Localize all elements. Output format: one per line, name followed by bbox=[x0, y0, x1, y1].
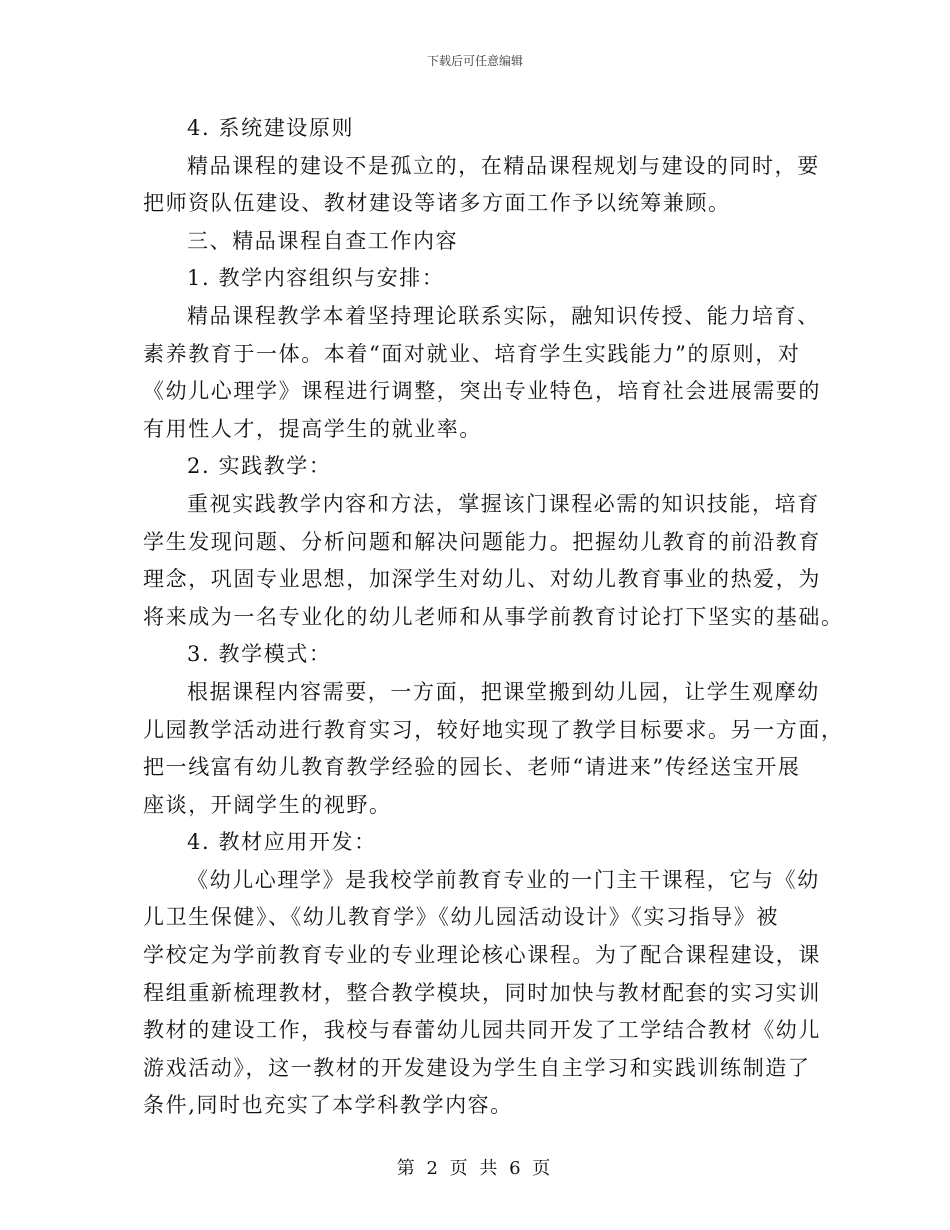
section-heading: 1. 教学内容组织与安排： bbox=[187, 266, 445, 291]
paragraph-line: 教材的建设工作，我校与春蕾幼儿园共同开发了工学结合教材《幼儿 bbox=[143, 1018, 821, 1043]
paragraph-line: 游戏活动》，这一教材的开发建设为学生自主学习和实践训练制造了 bbox=[143, 1055, 811, 1080]
paragraph-line: 学校定为学前教育专业的专业理论核心课程。为了配合课程建设，课 bbox=[143, 943, 821, 968]
section-heading: 4. 教材应用开发： bbox=[187, 830, 377, 855]
paragraph-line: 儿卫生保健》、《幼儿教育学》《幼儿园活动设计》《实习指导》被 bbox=[143, 905, 779, 930]
paragraph-line: 儿园教学活动进行教育实习，较好地实现了教学目标要求。另一方面， bbox=[143, 717, 844, 742]
paragraph-line: 有用性人才，提高学生的就业率。 bbox=[143, 416, 482, 441]
paragraph-line: 座谈，开阔学生的视野。 bbox=[143, 792, 392, 817]
paragraph-line: 《幼儿心理学》课程进行调整，突出专业特色，培育社会进展需要的 bbox=[143, 379, 821, 404]
paragraph-line: 条件,同时也充实了本学科教学内容。 bbox=[143, 1093, 513, 1118]
paragraph-line: 精品课程教学本着坚持理论联系实际，融知识传授、能力培育、 bbox=[187, 303, 820, 328]
paragraph-line: 《幼儿心理学》是我校学前教育专业的一门主干课程，它与《幼 bbox=[187, 867, 820, 892]
document-body bbox=[143, 110, 844, 1125]
paragraph-line: 把师资队伍建设、教材建设等诸多方面工作予以统筹兼顾。 bbox=[143, 191, 731, 216]
section-heading: 2. 实践教学： bbox=[187, 454, 332, 479]
paragraph-line: 将来成为一名专业化的幼儿老师和从事学前教育讨论打下坚实的基础。 bbox=[143, 604, 844, 629]
paragraph-line: 根据课程内容需要，一方面，把课堂搬到幼儿园，让学生观摩幼 bbox=[187, 679, 820, 704]
paragraph-line: 程组重新梳理教材，整合教学模块，同时加快与教材配套的实习实训 bbox=[143, 980, 821, 1005]
page-header: 下载后可任意编辑 bbox=[426, 54, 523, 68]
page-number: 第 2 页 共 6 页 bbox=[396, 1158, 554, 1179]
paragraph-line: 精品课程的建设不是孤立的，在精品课程规划与建设的同时，要 bbox=[187, 153, 820, 178]
paragraph-line: 重视实践教学内容和方法，掌握该门课程必需的知识技能，培育 bbox=[187, 491, 820, 516]
paragraph-line: 把一线富有幼儿教育教学经验的园长、老师“请进来”传经送宝开展 bbox=[143, 755, 801, 780]
paragraph-line: 学生发现问题、分析问题和解决问题能力。把握幼儿教育的前沿教育 bbox=[143, 529, 821, 554]
section-heading: 三、精品课程自查工作内容 bbox=[187, 228, 459, 253]
paragraph-line: 理念，巩固专业思想，加深学生对幼儿、对幼儿教育事业的热爱，为 bbox=[143, 567, 821, 592]
paragraph-line: 素养教育于一体。本着“面对就业、培育学生实践能力”的原则，对 bbox=[143, 341, 801, 366]
section-heading: 4. 系统建设原则 bbox=[187, 116, 355, 140]
section-heading: 3. 教学模式： bbox=[187, 642, 332, 667]
